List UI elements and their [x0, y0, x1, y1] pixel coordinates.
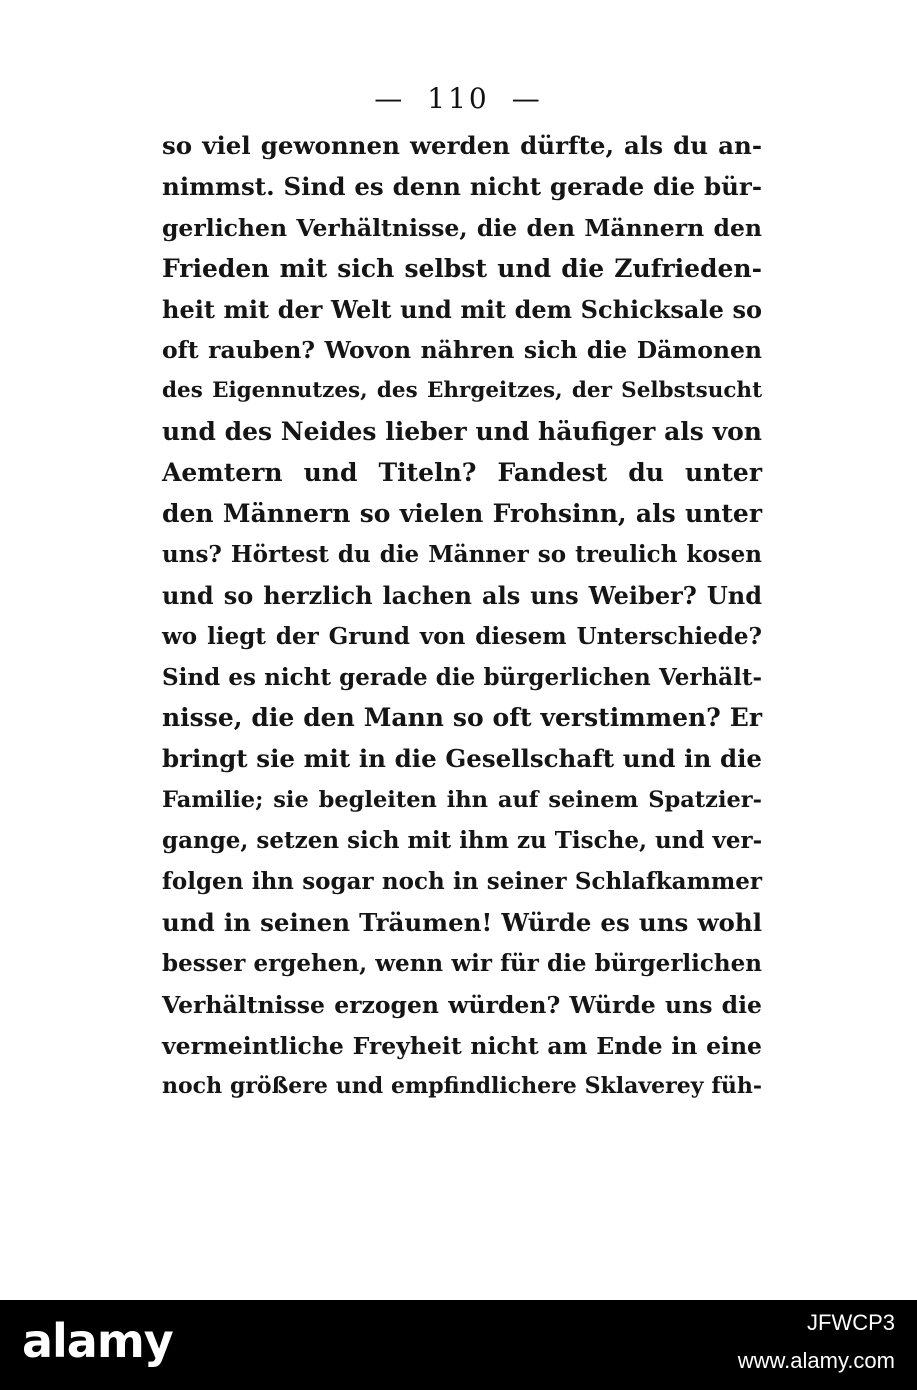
text-line: Frieden mit sich selbst und die Zufrieden-: [162, 253, 762, 283]
text-line: wo liegt der Grund von diesem Unterschiede?: [162, 622, 762, 650]
text-line: nimmst. Sind es denn nicht gerade die bür-: [162, 171, 762, 201]
text-line: oft rauben? Wovon nähren sich die Dämonen: [162, 336, 762, 365]
text-line: gerlichen Verhältnisse, die den Männern den: [162, 213, 762, 242]
text-line: uns? Hörtest du die Männer so treulich kosen: [162, 540, 762, 568]
text-line: Aemtern und Titeln? Fandest du unter: [162, 458, 762, 488]
watermark-footer: [0, 1300, 917, 1390]
text-line: den Männern so vielen Frohsinn, als unter: [162, 499, 762, 529]
text-line: und des Neides lieber und häufiger als von: [162, 417, 762, 447]
text-line: vermeintliche Freyheit nicht am Ende in eine: [162, 1031, 762, 1060]
alamy-logo: alamy: [22, 1314, 173, 1368]
text-line: nisse, die den Mann so oft verstimmen? Er: [162, 703, 762, 733]
header-dash-left: —: [374, 82, 406, 115]
text-line: Familie; sie begleiten ihn auf seinem Spatzier-: [162, 787, 762, 814]
text-line: und in seinen Träumen! Würde es uns wohl: [162, 907, 762, 937]
text-line: des Eigennutzes, des Ehrgeitzes, der Selbstsucht: [162, 378, 762, 404]
page-text: [162, 126, 762, 1107]
site-url: www.alamy.com: [737, 1348, 895, 1373]
text-line: besser ergehen, wenn wir für die bürgerlichen: [162, 949, 762, 977]
text-line: noch größere und empfindlichere Sklaverey füh-: [162, 1073, 762, 1100]
text-line: folgen ihn sogar noch in seiner Schlafkammer: [162, 868, 762, 896]
header-dash-right: —: [511, 82, 543, 115]
text-line: Sind es nicht gerade die bürgerlichen Verhält-: [162, 663, 762, 691]
page-header: [0, 82, 917, 115]
text-line: heit mit der Welt und mit dem Schicksale so: [162, 294, 762, 324]
page-number: 110: [427, 82, 490, 115]
image-id: JFWCP3: [807, 1310, 895, 1335]
text-line: gange, setzen sich mit ihm zu Tische, und ver-: [162, 827, 763, 855]
text-line: so viel gewonnen werden dürfte, als du an-: [162, 131, 762, 160]
text-line: bringt sie mit in die Gesellschaft und in die: [162, 744, 762, 774]
text-line: Verhältnisse erzogen würden? Würde uns die: [162, 990, 762, 1019]
text-line: und so herzlich lachen als uns Weiber? Und: [162, 580, 762, 610]
